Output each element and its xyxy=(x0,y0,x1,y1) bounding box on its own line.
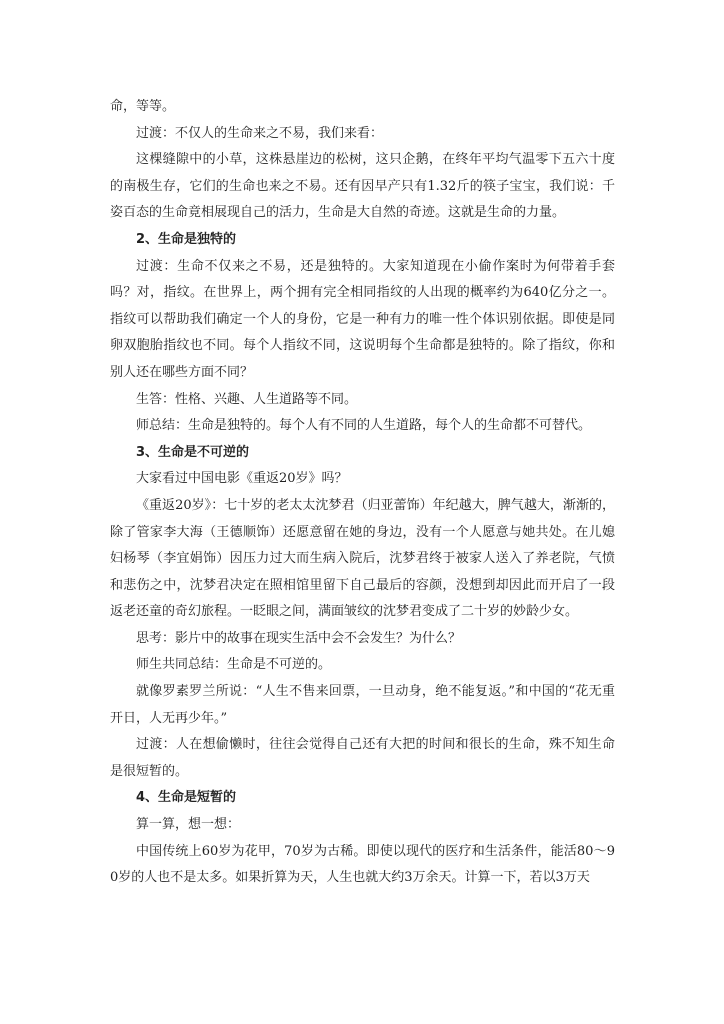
paragraph: 思考：影片中的故事在现实生活中会不会发生？为什么？ xyxy=(136,630,462,646)
paragraph: 算一算，想一想： xyxy=(136,817,241,833)
paragraph: 《重返20岁》：七十岁的老太太沈梦君（归亚蕾饰）年纪越大，脾气越大，渐渐的，除了管家李大海（王德顺饰）还愿意留在她的身边，没有一个人愿意与她共处。在儿媳妇杨琴（李宜娟饰）因压力过大而生病入院后，沈梦君终于被家人送入了养老院，气愤和悲伤之中，沈梦君决定在照相馆里留下自己最后的容颜，没想到却因此而开启了一段返老还童的奇幻旅程。一眨眼之间，满面皱纹的沈梦君变成了二十岁的妙龄少女。 xyxy=(110,497,615,620)
paragraph: 命，等等。 xyxy=(110,99,176,114)
paragraph: 生答：性格、兴趣、人生道路等不同。 xyxy=(136,391,358,407)
section-heading: 4、生命是短暂的 xyxy=(136,790,237,806)
paragraph: 师生共同总结：生命是不可逆的。 xyxy=(136,657,332,673)
paragraph: 过渡：不仅人的生命来之不易，我们来看： xyxy=(136,125,384,141)
paragraph: 大家看过中国电影《重返20岁》吗？ xyxy=(136,471,348,487)
paragraph: 这棵缝隙中的小草，这株悬崖边的松树，这只企鹅，在终年平均气温零下五六十度的南极生存，它们的生命也来之不易。还有因早产只有1.32斤的筷子宝宝，我们说：千姿百态的生命竟相展现自己的活力，生命是大自然的奇迹。这就是生命的力量。 xyxy=(110,152,615,221)
paragraph: 就像罗素罗兰所说：“人生不售来回票，一旦动身，绝不能复返。”和中国的“花无重开日，人无再少年。” xyxy=(110,684,615,726)
paragraph: 过渡：人在想偷懒时，往往会觉得自己还有大把的时间和很长的生命，殊不知生命是很短暂的。 xyxy=(110,737,615,779)
paragraph: 师总结：生命是独特的。每个人有不同的人生道路，每个人的生命都不可替代。 xyxy=(136,418,592,434)
paragraph: 过渡：生命不仅来之不易，还是独特的。大家知道现在小偷作案时为何带着手套吗？对，指纹。在世界上，两个拥有完全相同指纹的人出现的概率约为640亿分之一。指纹可以帮助我们确定一个人的身份，它是一种有力的唯一性个体识别依据。即使是同卵双胞胎指纹也不同。每个人指纹不同，这说明每个生命都是独特的。除了指纹，你和别人还在哪些方面不同？ xyxy=(110,258,615,380)
section-heading: 2、生命是独特的 xyxy=(136,231,237,247)
paragraph: 中国传统上60岁为花甲，70岁为古稀。即使以现代的医疗和生活条件，能活80～90岁的人也不是太多。如果折算为天，人生也就大约3万余天。计算一下，若以3万天 xyxy=(110,843,615,886)
document-page xyxy=(110,94,615,892)
section-heading: 3、生命是不可逆的 xyxy=(136,444,250,460)
